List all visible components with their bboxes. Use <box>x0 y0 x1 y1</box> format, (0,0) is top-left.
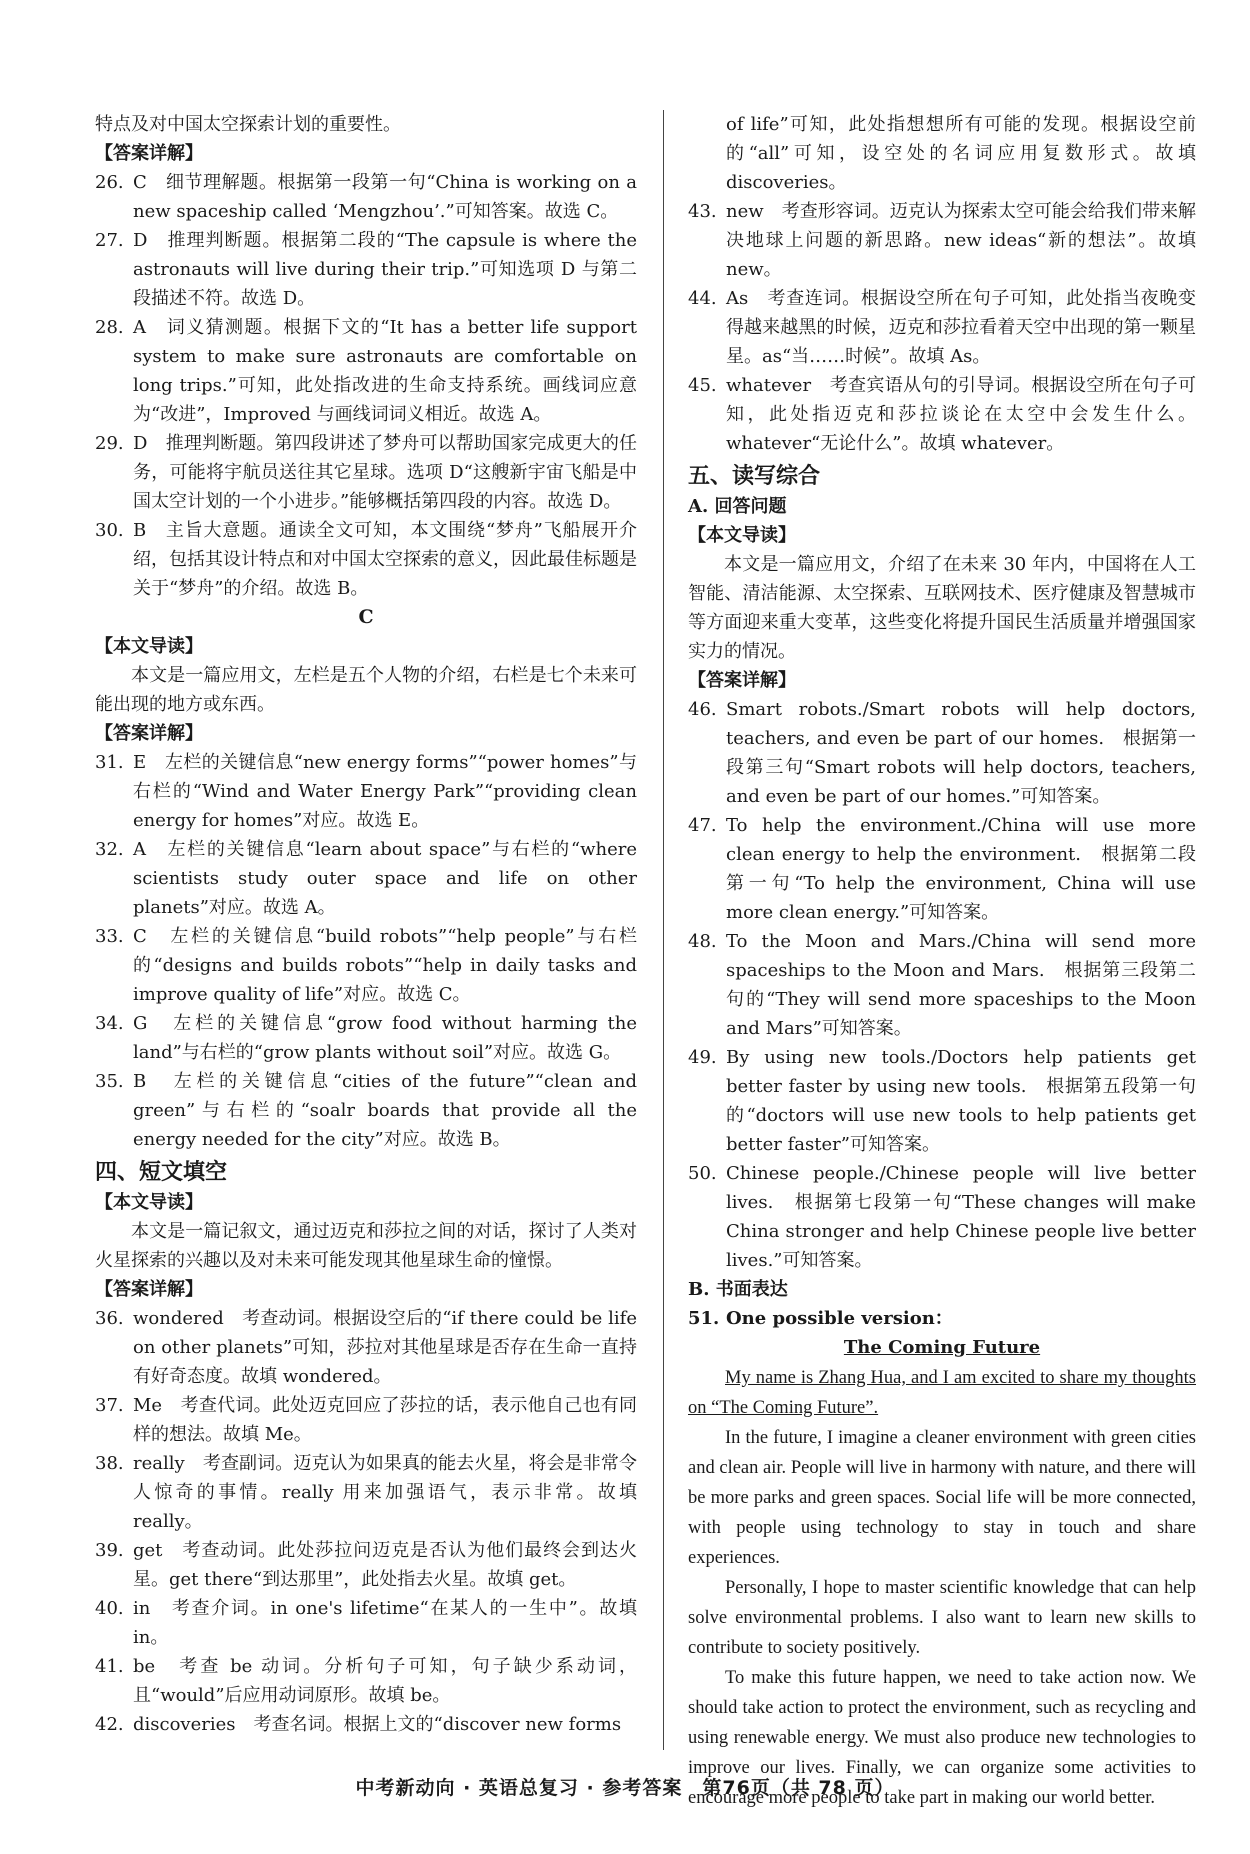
item-number: 31. <box>95 752 124 773</box>
answer-item <box>95 1536 637 1594</box>
guide-text: 本文是一篇应用文，介绍了在未来 30 年内，中国将在人工智能、清洁能源、太空探索、互联网技术、医疗健康及智慧城市等方面迎来重大变革，这些变化将提升国民生活质量并增强国家实力的情况。 <box>688 554 1196 662</box>
item-text: discoveries 考查名词。根据上文的“discover new forms <box>133 1714 622 1735</box>
essay-paragraph: Personally, I hope to master scientific knowledge that can help solve environmental problems. I also want to learn new skills to contribute to society positively. <box>688 1578 1196 1658</box>
answer-item <box>95 835 637 922</box>
item-text: Chinese people./Chinese people will live better lives. 根据第七段第一句“These changes will make China stronger and help Chinese people live better lives.”可知答案。 <box>726 1163 1196 1271</box>
item-text: get 考查动词。此处莎拉问迈克是否认为他们最终会到达火星。get there“到达那里”，此处指去火星。故填 get。 <box>133 1540 637 1590</box>
answer-item <box>95 1067 637 1154</box>
item-number: 35. <box>95 1071 124 1092</box>
answer-item <box>95 1594 637 1652</box>
item-number: 32. <box>95 839 124 860</box>
item-number: 40. <box>95 1598 124 1619</box>
answer-details-heading: 【答案详解】 <box>95 143 203 164</box>
item-number: 42. <box>95 1714 124 1735</box>
item-number: 30. <box>95 520 124 541</box>
item-number: 37. <box>95 1395 124 1416</box>
answer-details-heading: 【答案详解】 <box>95 1279 203 1300</box>
item-number: 43. <box>688 201 717 222</box>
essay-label-row <box>688 1304 1196 1333</box>
item-number: 49. <box>688 1047 717 1068</box>
answer-details-heading: 【答案详解】 <box>95 723 203 744</box>
item-text: C 左栏的关键信息“build robots”“help people”与右栏的“designs and builds robots”“help in daily tasks and improve quality of life”对应。故选 C。 <box>133 926 637 1005</box>
answer-item <box>95 226 637 313</box>
item-number: 38. <box>95 1453 124 1474</box>
answer-item <box>95 313 637 429</box>
answer-item <box>688 927 1196 1043</box>
item-number: 27. <box>95 230 124 251</box>
item-42-continuation: of life”可知，此处指想想所有可能的发现。根据设空前的“all”可知，设空处的名词应用复数形式。故填 discoveries。 <box>726 114 1196 193</box>
item-text: in 考查介词。in one's lifetime“在某人的一生中”。故填 in。 <box>133 1598 637 1648</box>
item-text: really 考查副词。迈克认为如果真的能去火星，将会是非常令人惊奇的事情。really 用来加强语气，表示非常。故填 really。 <box>133 1453 637 1532</box>
item-text: B 主旨大意题。通读全文可知，本文围绕“梦舟”飞船展开介绍，包括其设计特点和对中国太空探索的意义，因此最佳标题是关于“梦舟”的介绍。故选 B。 <box>133 520 637 599</box>
item-text: G 左栏的关键信息“grow food without harming the land”与右栏的“grow plants without soil”对应。故选 G。 <box>133 1013 637 1063</box>
answer-item <box>688 1043 1196 1159</box>
item-number: 41. <box>95 1656 124 1677</box>
answer-item <box>688 811 1196 927</box>
section-4-heading: 四、短文填空 <box>95 1159 228 1185</box>
answer-item <box>688 284 1196 371</box>
column-divider <box>663 110 664 1750</box>
answer-item <box>95 922 637 1009</box>
item-text: A 词义猜测题。根据下文的“It has a better life support system to make sure astronauts are comfortable on long trips.”可知，此处指改进的生命支持系统。画线词应意为“改进”，Improved 与画线词词义相近。故选 A。 <box>133 317 637 425</box>
intro-line: 特点及对中国太空探索计划的重要性。 <box>95 114 401 135</box>
answer-item <box>95 168 637 226</box>
item-text: new 考查形容词。迈克认为探索太空可能会给我们带来解决地球上问题的新思路。new ideas“新的想法”。故填 new。 <box>726 201 1196 280</box>
item-text: To the Moon and Mars./China will send more spaceships to the Moon and Mars. 根据第三段第二句的“They will send more spaceships to the Moon and Mars”可知答案。 <box>726 931 1196 1039</box>
essay-paragraph: In the future, I imagine a cleaner environment with green cities and clean air. People will live in harmony with nature, and there will be more parks and green spaces. Social life will be more connected, with people using technology to stay in touch and share experiences. <box>688 1428 1196 1568</box>
item-number: 50. <box>688 1163 717 1184</box>
section-5-heading: 五、读写综合 <box>688 463 821 489</box>
item-number: 29. <box>95 433 124 454</box>
answer-item <box>688 197 1196 284</box>
item-number: 46. <box>688 699 717 720</box>
item-text: E 左栏的关键信息“new energy forms”“power homes”与右栏的“Wind and Water Energy Park”“providing clean energy for homes”对应。故选 E。 <box>133 752 637 831</box>
subsection-b-heading: B. 书面表达 <box>688 1279 788 1300</box>
item-number: 33. <box>95 926 124 947</box>
guide-heading: 【本文导读】 <box>688 525 796 546</box>
answer-list-31-35 <box>95 748 637 1154</box>
subsection-a-heading: A. 回答问题 <box>688 496 787 517</box>
answer-item <box>95 1710 637 1739</box>
item-text: A 左栏的关键信息“learn about space”与右栏的“where scientists study outer space and life on other planets”对应。故选 A。 <box>133 839 637 918</box>
item-text: whatever 考查宾语从句的引导词。根据设空所在句子可知，此处指迈克和莎拉谈论在太空中会发生什么。whatever“无论什么”。故填 whatever。 <box>726 375 1196 454</box>
answer-item <box>688 1159 1196 1275</box>
guide-text: 本文是一篇记叙文，通过迈克和莎拉之间的对话，探讨了人类对火星探索的兴趣以及对未来可能发现其他星球生命的憧憬。 <box>95 1221 637 1271</box>
item-number: 39. <box>95 1540 124 1561</box>
item-text: B 左栏的关键信息“cities of the future”“clean and green”与右栏的“soalr boards that provide all the energy needed for the city”对应。故选 B。 <box>133 1071 637 1150</box>
item-text: D 推理判断题。第四段讲述了梦舟可以帮助国家完成更大的任务，可能将宇航员送往其它星球。选项 D“这艘新宇宙飞船是中国太空计划的一个小进步。”能够概括第四段的内容。故选 D。 <box>133 433 637 512</box>
essay-title: The Coming Future <box>843 1337 1041 1358</box>
right-column <box>688 110 1196 1813</box>
answer-item <box>95 1449 637 1536</box>
item-number: 28. <box>95 317 124 338</box>
item-text: To help the environment./China will use more clean energy to help the environment. 根据第二段第一句“To help the environment, China will use more clean energy.”可知答案。 <box>726 815 1196 923</box>
answer-item <box>95 1652 637 1710</box>
item-number: 51. <box>688 1308 720 1329</box>
item-text: D 推理判断题。根据第二段的“The capsule is where the astronauts will live during their trip.”可知选项 D 与第二段描述不符。故选 D。 <box>133 230 637 309</box>
answer-item <box>95 516 637 603</box>
section-c-heading: C <box>358 606 374 628</box>
item-number: 44. <box>688 288 717 309</box>
item-text: C 细节理解题。根据第一段第一句“China is working on a new spaceship called ‘Mengzhou’.”可知答案。故选 C。 <box>133 172 637 222</box>
item-text: As 考查连词。根据设空所在句子可知，此处指当夜晚变得越来越黑的时候，迈克和莎拉看着天空中出现的第一颗星星。as“当……时候”。故填 As。 <box>726 288 1196 367</box>
guide-heading: 【本文导读】 <box>95 636 203 657</box>
item-number: 26. <box>95 172 124 193</box>
answer-list-36-42 <box>95 1304 637 1739</box>
page-footer: 中考新动向 · 英语总复习 · 参考答案 第76页（共 78 页） <box>355 1777 895 1799</box>
answer-details-heading: 【答案详解】 <box>688 670 796 691</box>
answer-item <box>688 371 1196 458</box>
item-text: Smart robots./Smart robots will help doctors, teachers, and even be part of our homes. 根据第一段第三句“Smart robots will help doctors, teachers, and even be part of our homes.”可知答案。 <box>726 699 1196 807</box>
guide-heading: 【本文导读】 <box>95 1192 203 1213</box>
answer-item <box>95 1391 637 1449</box>
answer-item <box>95 1304 637 1391</box>
answer-list-46-50 <box>688 695 1196 1275</box>
item-text: Me 考查代词。此处迈克回应了莎拉的话，表示他自己也有同样的想法。故填 Me。 <box>133 1395 637 1445</box>
item-text: By using new tools./Doctors help patients get better faster by using new tools. 根据第五段第一句的“doctors will use new tools to help patients get better faster”可知答案。 <box>726 1047 1196 1155</box>
item-text: be 考查 be 动词。分析句子可知，句子缺少系动词，且“would”后应用动词原形。故填 be。 <box>133 1656 637 1706</box>
answer-item <box>95 1009 637 1067</box>
item-number: 34. <box>95 1013 124 1034</box>
item-number: 45. <box>688 375 717 396</box>
guide-text: 本文是一篇应用文，左栏是五个人物的介绍，右栏是七个未来可能出现的地方或东西。 <box>95 665 637 715</box>
answer-item <box>688 695 1196 811</box>
answer-list-43-45 <box>688 197 1196 458</box>
answer-item <box>95 429 637 516</box>
answer-item <box>95 748 637 835</box>
essay-opening: My name is Zhang Hua, and I am excited to share my thoughts on “The Coming Future”. <box>688 1368 1196 1418</box>
answer-list-26-30 <box>95 168 637 603</box>
essay-paragraph: To make this future happen, we need to take action now. We should take action to protect the environment, such as recycling and using renewable energy. We must also produce new technologies to improve our lives. Finally, we can organize some activities to encourage more people to take part in making our world better. <box>688 1668 1196 1808</box>
item-number: 48. <box>688 931 717 952</box>
item-number: 47. <box>688 815 717 836</box>
possible-version-label: One possible version： <box>726 1308 953 1329</box>
item-number: 36. <box>95 1308 124 1329</box>
item-text: wondered 考查动词。根据设空后的“if there could be life on other planets”可知，莎拉对其他星球是否存在生命一直持有好奇态度。故填 wondered。 <box>133 1308 637 1387</box>
left-column <box>95 110 637 1739</box>
